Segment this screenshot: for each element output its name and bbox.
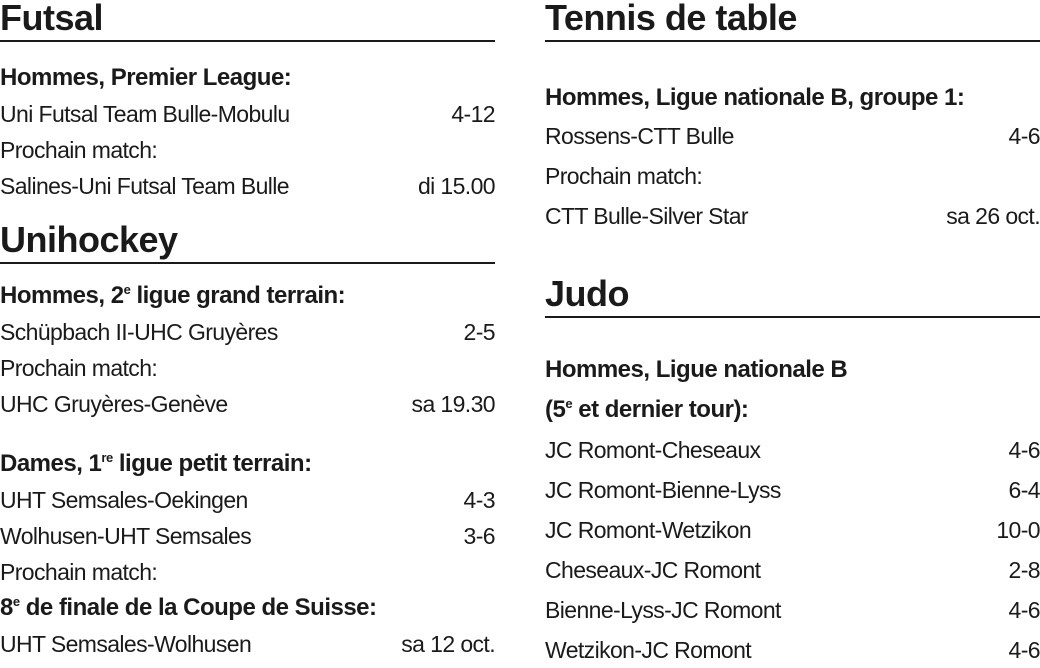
next-match-row [0,386,495,422]
next-match-label: Prochain match: [0,355,158,381]
match-score: 4-12 [451,101,495,127]
next-match-row [0,168,495,204]
match-name: Schüpbach II-UHC Gruyères [0,319,278,345]
result-row [545,512,1040,548]
match-name: UHT Semsales-Wolhusen [0,631,252,657]
tennis-group-title: Hommes, Ligue nationale B, groupe 1: [545,84,965,111]
match-name: Salines-Uni Futsal Team Bulle [0,173,289,199]
match-score: 4-6 [1008,123,1040,149]
result-row [545,552,1040,588]
match-name: Cheseaux-JC Romont [545,557,761,583]
cup-title: 8e de finale de la Coupe de Suisse: [0,594,377,621]
match-time: sa 26 oct. [946,203,1040,229]
match-score: 2-8 [1008,557,1040,583]
next-match-label: Prochain match: [0,559,158,585]
next-match-label: Prochain match: [0,137,158,163]
result-row [545,592,1040,628]
next-match-row [545,198,1040,234]
match-score: 4-6 [1008,597,1040,623]
tennis-section [545,0,1040,234]
unihockey-section [0,219,495,662]
judo-group-subtitle: (5e et dernier tour): [545,396,749,423]
match-time: di 15.00 [417,173,495,199]
match-name: Bienne-Lyss-JC Romont [545,597,781,623]
result-row [545,432,1040,468]
result-row [0,96,495,132]
match-name: JC Romont-Wetzikon [545,517,752,543]
match-name: UHC Gruyères-Genève [0,391,228,417]
unihockey-title: Unihockey [0,222,495,264]
unihockey-dames-group-title: Dames, 1re ligue petit terrain: [0,450,312,477]
match-time: sa 12 oct. [401,631,495,657]
match-time: sa 19.30 [411,391,495,417]
match-score: 2-5 [463,319,495,345]
next-match-label: Prochain match: [545,163,703,189]
match-name: JC Romont-Cheseaux [545,437,761,463]
futsal-group-title: Hommes, Premier League: [0,64,292,91]
left-column [0,0,495,662]
match-score: 4-6 [1008,637,1040,663]
match-score: 3-6 [463,523,495,549]
tennis-title: Tennis de table [545,0,1040,42]
match-score: 4-3 [463,487,495,513]
match-name: UHT Semsales-Oekingen [0,487,248,513]
next-match-row [0,626,495,662]
match-name: Wolhusen-UHT Semsales [0,523,252,549]
result-row [545,118,1040,154]
judo-group-title: Hommes, Ligue nationale B [545,356,848,383]
right-column [545,0,1040,668]
result-row [0,482,495,518]
judo-title: Judo [545,276,1040,318]
result-row [545,472,1040,508]
match-name: JC Romont-Bienne-Lyss [545,477,781,503]
match-name: Uni Futsal Team Bulle-Mobulu [0,101,290,127]
judo-section [545,273,1040,668]
match-name: Wetzikon-JC Romont [545,637,752,663]
match-score: 10-0 [996,517,1040,543]
match-score: 4-6 [1008,437,1040,463]
result-row [0,518,495,554]
result-row [0,314,495,350]
match-name: CTT Bulle-Silver Star [545,203,748,229]
futsal-title: Futsal [0,0,495,42]
match-score: 6-4 [1008,477,1040,503]
unihockey-group-title: Hommes, 2e ligue grand terrain: [0,282,346,309]
futsal-section [0,0,495,204]
match-name: Rossens-CTT Bulle [545,123,734,149]
